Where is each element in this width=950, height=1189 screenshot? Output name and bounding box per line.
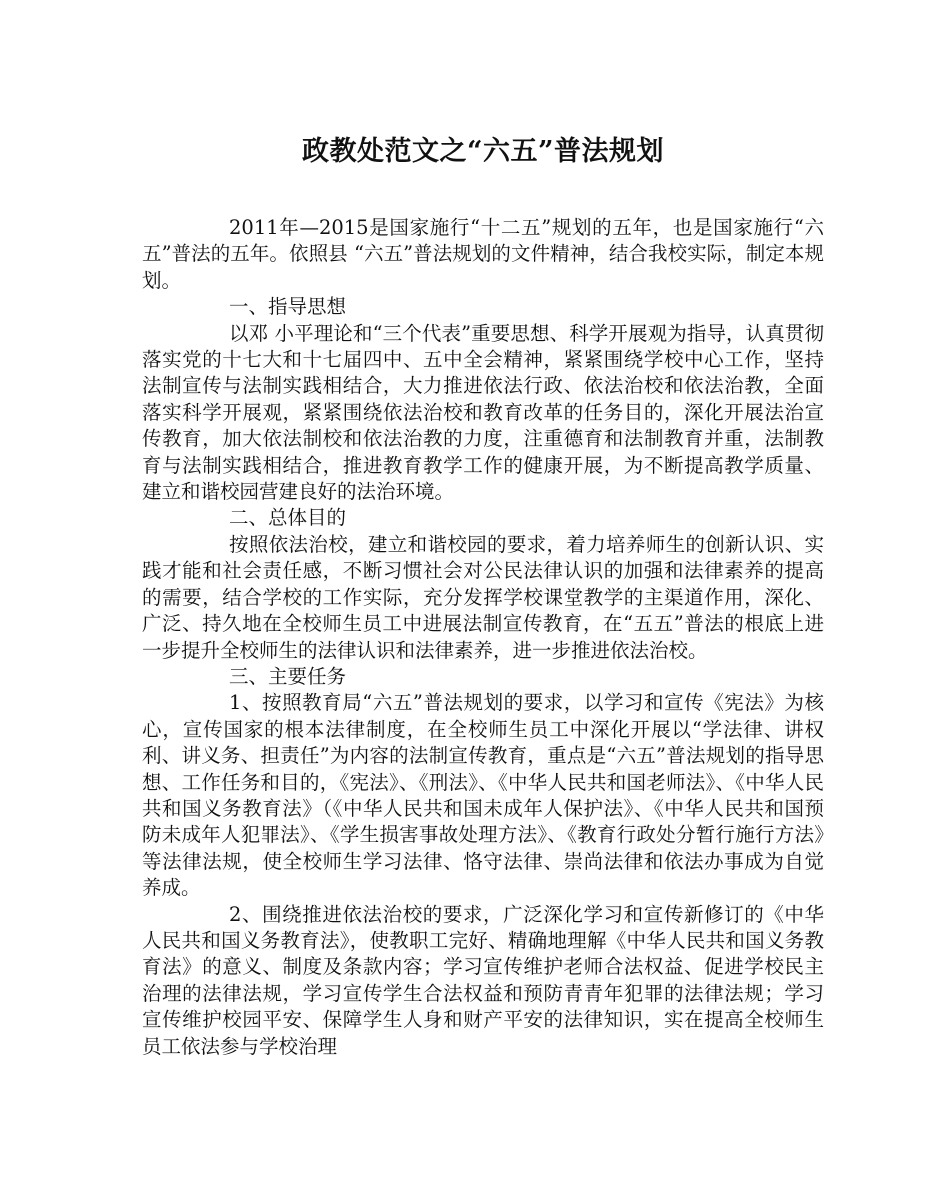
paragraph-task-1: 1、按照教育局“六五”普法规划的要求，以学习和宣传《宪法》为核心，宣传国家的根本法律制度，在全校师生员工中深化开展以“学法律、讲权利、讲义务、担责任”为内容的法制宣传教育，重点是“六五”普法规划的指导思想、工作任务和目的，《宪法》、《刑法》、《中华人民共和国老师法》、《中华人民共和国义务教育法》（《中华人民共和国未成年人保护法》、《中华人民共和国预防未成年人犯罪法》、《学生损害事故处理方法》、《教育行政处分暂行施行方法》等法律法规，使全校师生学习法律、恪守法律、崇尚法律和依法办事成为自觉养成。 (142, 691, 824, 900)
document-body (142, 215, 824, 1060)
paragraph-overall-goal: 按照依法治校，建立和谐校园的要求，着力培养师生的创新认识、实践才能和社会责任感，不断习惯社会对公民法律认识的加强和法律素养的提高的需要，结合学校的工作实际，充分发挥学校课堂教学的主渠道作用，深化、广泛、持久地在全校师生员工中进展法制宣传教育，在“五五”普法的根底上进一步提升全校师生的法律认识和法律素养，进一步推进依法治校。 (142, 532, 824, 662)
paragraph-intro: 2011年—2015是国家施行“十二五”规划的五年，也是国家施行“六五”普法的五年。依照县 “六五”普法规划的文件精神，结合我校实际，制定本规划。 (142, 216, 824, 292)
document-title: 政教处范文之“六五”普法规划 (301, 136, 665, 167)
heading-guiding-ideology: 一、指导思想 (229, 295, 347, 319)
heading-overall-goal: 二、总体目的 (229, 506, 347, 530)
paragraph-task-2: 2、围绕推进依法治校的要求，广泛深化学习和宣传新修订的《中华人民共和国义务教育法》，使教职工完好、精确地理解《中华人民共和国义务教育法》的意义、制度及条款内容；学习宣传维护老师合法权益、促进学校民主治理的法律法规，学习宣传学生合法权益和预防青青年犯罪的法律法规；学习宣传维护校园平安、保障学生人身和财产平安的法律知识，实在提高全校师生员工依法参与学校治理 (142, 902, 824, 1058)
paragraph-guiding-ideology: 以邓 小平理论和“三个代表”重要思想、科学开展观为指导，认真贯彻落实党的十七大和十七届四中、五中全会精神，紧紧围绕学校中心工作，坚持法制宣传与法制实践相结合，大力推进依法行政、依法治校和依法治教，全面落实科学开展观，紧紧围绕依法治校和教育改革的任务目的，深化开展法治宣传教育，加大依法制校和依法治教的力度，注重德育和法制教育并重，法制教育与法制实践相结合，推进教育教学工作的健康开展，为不断提高教学质量、建立和谐校园营建良好的法治环境。 (142, 321, 824, 504)
heading-main-tasks: 三、主要任务 (229, 664, 347, 688)
document-page (142, 132, 824, 1060)
